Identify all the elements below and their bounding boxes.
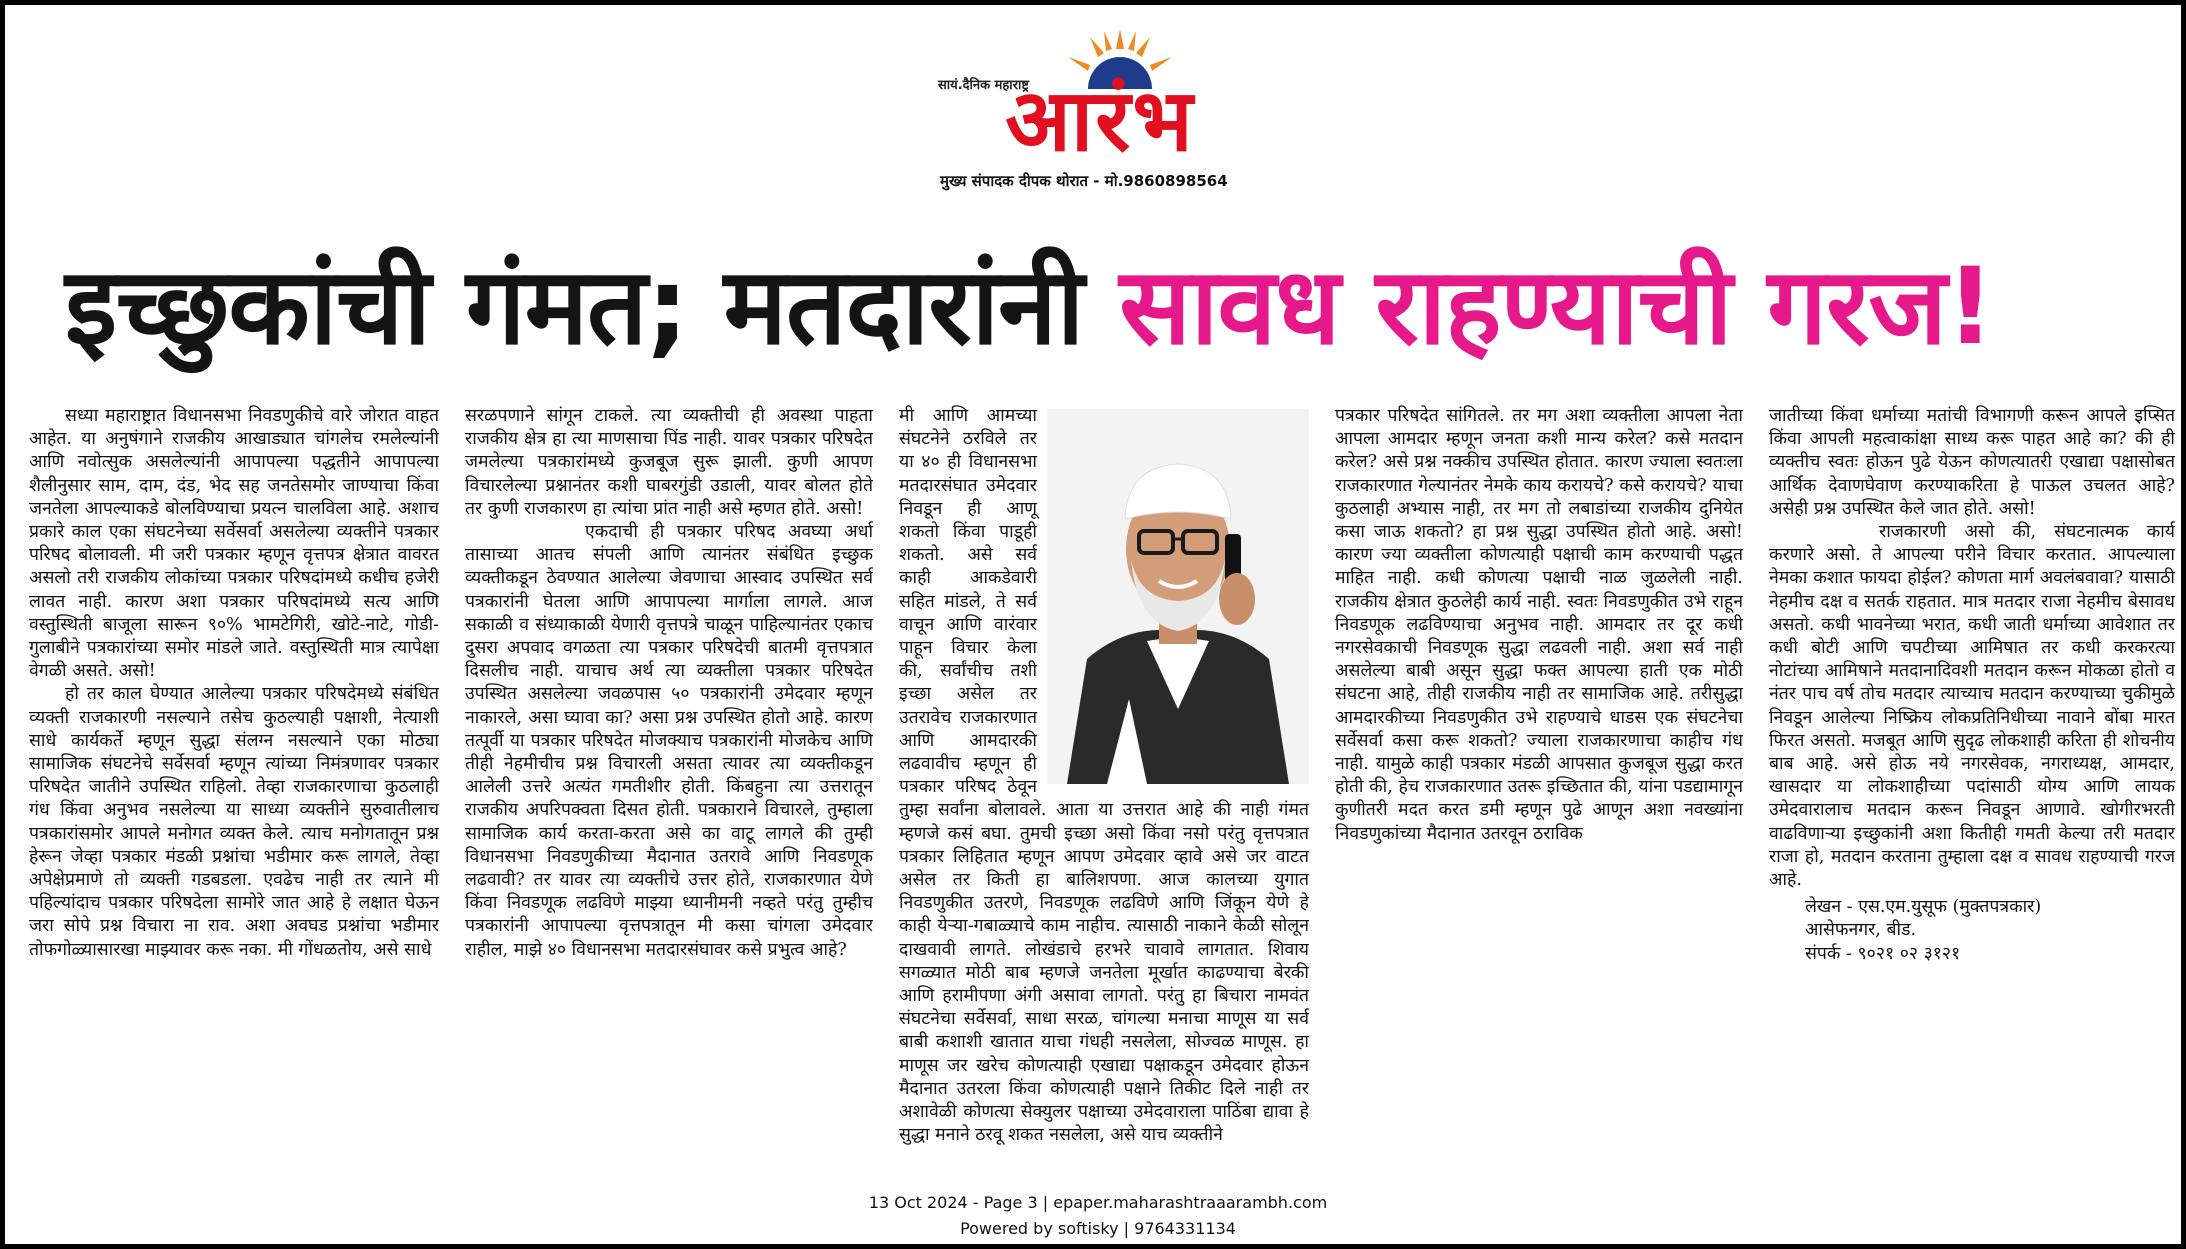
paragraph: मी आणि आमच्या संघटनेने ठरविले तर या ४० ही विधानसभा मतदारसंघात उमेदवार निवडून ही आणू शकतो किंवा पाडूही शकतो. असे सर्व काही आकडेवारी सहित मांडले, ते सर्व वाचून आणि वारंवार पाहून विचार केला की, सर्वांचीच तशी इच्छा असेल तर उतरावेच राजकारणात आणि आमदारकी लढवावीच म्हणून ही पत्रकार परिषद ठेवून तुम्हा सर्वांना बोलावले. आता या उत्तरात आहे की नाही गंमत म्हणजे कसं बघा. तुमची इच्छा असो किंवा नसो परंतु वृत्तपत्रात पत्रकार लिहितात म्हणून आपण उमेदवार व्हावे असे जर वाटत असेल तर किती हा बालिशपणा. आज कालच्या युगात निवडणुकीत उतरणे, निवडणूक लढविणे आणि जिंकून येणे हे काही येऱ्या-गबाळ्याचे काम नाहीच. त्यासाठी नाकाने केळी सोलून दाखवावी लागते. लोखंडाचे हरभरे चावावे लागतात. शिवाय सगळ्यात मोठी बाब म्हणजे जनतेला मूर्खात काढण्याचा बेरकी आणि हरामीपणा अंगी असावा लागतो. परंतु हा बिचारा नामवंत संघटनेचा सर्वेसर्वा, साधा सरळ, चांगल्या मनाचा माणूस या सर्व बाबी कशाशी खातात याचा गंधही नसलेला, सोज्वळ माणूस. हा माणूस जर खरेच कोणत्याही एखाद्या पक्षाकडून उमेदवार होऊन मैदानात उतरला किंवा कोणत्याही पक्षाने तिकीट दिले नाही तर अशावेळी कोणत्या सेक्युलर पक्षाच्या उमेदवाराला पाठिंबा द्यावा हे सुद्धा मनाने ठरवू शकत नसलेला, असे याच व्यक्तीने <box>899 406 1309 1146</box>
byline-author: लेखन - एस.एम.युसूफ (मुक्तपत्रकार) <box>1805 897 2042 918</box>
tagline: सायं.दैनिक महाराष्ट्र <box>938 78 1029 93</box>
paragraph: सध्या महाराष्ट्रात विधानसभा निवडणुकीचे वारे जोरात वाहत आहेत. या अनुषंगाने राजकीय आखाड्यात चांगलेच रमलेल्यांनी आणि नवोत्सुक असलेल्यांनी आपापल्या पद्धतीने आपापल्या शैलीनुसार साम, दाम, दंड, भेद सह जनतेसमोर जाण्याचा किंवा जनतेला आपल्याकडे बोलविण्याचा प्रयत्न चालविला आहे. अशाच प्रकारे काल एका संघटनेच्या सर्वेसर्वा असलेल्या व्यक्तीने पत्रकार परिषद बोलावली. मी जरी पत्रकार म्हणून वृत्तपत्र क्षेत्रात वावरत असलो तरी राजकीय लोकांच्या पत्रकार परिषदांमध्ये कधीच हजेरी लावत नाही. कारण अशा पत्रकार परिषदांमध्ये सत्य आणि वस्तुस्थिती बाजूला सारून ९०% भामटेगिरी, खोटे-नाटे, गोडी-गुलाबीने पत्रकारांच्या समोर मांडले जाते. वस्तुस्थिती मात्र त्यापेक्षा वेगळी असते. असो! <box>29 406 439 682</box>
headline <box>65 237 2145 377</box>
paragraph: हो तर काल घेण्यात आलेल्या पत्रकार परिषदेमध्ये संबंधित व्यक्ती राजकारणी नसल्याने तसेच कुठल्याही पक्षाशी, नेत्याशी साधे कार्यकर्ते म्हणून सुद्धा संलग्न नसल्याने एका मोठ्या सामाजिक संघटनेचे सर्वेसर्वा म्हणून त्यांच्या निमंत्रणावर पत्रकार परिषदेत जातीने उपस्थित राहिलो. तेव्हा राजकारणाचा कुठलाही गंध किंवा अनुभव नसलेल्या या साध्या व्यक्तीने सुरुवातीलाच पत्रकारांसमोर आपले मनोगत व्यक्त केले. त्याच मनोगतातून प्रश्न हेरून जेव्हा पत्रकार मंडळी प्रश्नांचा भडीमार करू लागले, तेव्हा अपेक्षेप्रमाणे तो व्यक्ती गडबडला. एवढेच नाही तर त्याने मी पहिल्यांदाच पत्रकार परिषदेला सामोरे जात आहे हे लक्षात घेऊन जरा सोपे प्रश्न विचारा ना राव. अशा अवघड प्रश्नांचा भडीमार तोफगोळ्यासारखा माझ्यावर करू नका. मी गोंधळतोय, असे साधे <box>29 684 439 960</box>
newspaper-logo[interactable]: आरंभ <box>1005 71 1195 171</box>
footer-powered-by: Powered by softisky | 9764331134 <box>960 1219 1236 1238</box>
author-photo <box>1047 409 1309 784</box>
masthead <box>920 19 1280 197</box>
byline-contact: संपर्क - ९०२१ ०२ ३१२१ <box>1805 943 1961 964</box>
headline-black-part: इच्छुकांची गंमत; मतदारांनी <box>65 245 1084 368</box>
article-column-5 <box>1769 405 2175 1173</box>
paragraph: जातीच्या किंवा धर्माच्या मतांची विभागणी करून आपले इप्सित किंवा आपली महत्वाकांक्षा साध्य करू पाहत आहे का? की ही व्यक्तीच स्वतः होऊन पुढे येऊन कोणत्यातरी एखाद्या पक्षासोबत आर्थिक देवाणघेवाण करण्याकरिता हे पाऊल उचलत आहे? असेही प्रश्न उपस्थित केले जात होते. असो! <box>1769 406 2175 519</box>
person-on-phone-icon <box>1047 409 1309 784</box>
paragraph: पत्रकार परिषदेत सांगितले. तर मग अशा व्यक्तीला आपला नेता आपला आमदार म्हणून जनता कशी मान्य करेल? कसे मतदान करेल? असे प्रश्न नक्कीच उपस्थित होतात. कारण ज्याला स्वतःला राजकारणात गेल्यानंतर नेमके काय करायचे? कसे करायचे? याचा कुठलाही अभ्यास नाही, तर मग तो लबाडांच्या राजकीय दुनियेत कसा जाऊ शकतो? हा प्रश्न सुद्धा उपस्थित होतो आहे. असो! कारण ज्या व्यक्तीला कोणत्याही पक्षाची काम करण्याची पद्धत माहित नाही. कधी कोणत्या पक्षाची नाळ जुळलेली नाही. राजकीय क्षेत्रात कुठलेही कार्य नाही. स्वतः निवडणुकीत उभे राहून निवडणूक लढविण्याचा अनुभव नाही. आमदार तर दूर कधी नगरसेवकाची निवडणूक सुद्धा लढवली नाही. अशा सर्व नाही असलेल्या बाबी असून सुद्धा फक्त आपल्या हाती एक मोठी संघटना आहे, तीही राजकीय नाही तर सामाजिक आहे. तरीसुद्धा आमदारकीच्या निवडणुकीत उभे राहण्याचे धाडस एक संघटनेचा सर्वेसर्वा कसा करू शकतो? ज्याला राजकारणाचा काहीच गंध नाही. यामुळे काही पत्रकार मंडळी आपसात कुजबूज सुद्धा करत होती की, हेच राजकारणात उतरू इच्छितात की, यांना पडद्यामागून कुणीतरी मदत करत डमी म्हणून पुढे आणून अशा नवख्यांना निवडणुकांच्या मैदानात उतरवून ठराविक <box>1335 406 1743 844</box>
article-column-3 <box>899 405 1309 1173</box>
headline-pink-part: सावध राहण्याची गरज! <box>1119 245 1994 368</box>
article-column-1 <box>29 405 439 1173</box>
byline-place: आसेफनगर, बीड. <box>1805 920 1917 941</box>
article-column-4 <box>1335 405 1743 1173</box>
footer <box>5 1190 2186 1242</box>
editor-line: मुख्य संपादक दीपक थोरात - मो.9860898564 <box>940 172 1228 190</box>
footer-date-page[interactable]: 13 Oct 2024 - Page 3 | epaper.maharashtraaarambh.com <box>868 1193 1328 1212</box>
paragraph: सरळपणाने सांगून टाकले. त्या व्यक्तीची ही अवस्था पाहता राजकीय क्षेत्र हा त्या माणसाचा पिंड नाही. यावर पत्रकार परिषदेत जमलेल्या पत्रकारांमध्ये कुजबूज सुरू झाली. कुणी आपण विचारलेल्या प्रश्नानंतर कशी घाबरगुंडी उडाली, यावर बोलत होते तर कुणी राजकारण हा त्यांचा प्रांत नाही असे म्हणत होते. असो! <box>465 406 873 519</box>
paragraph: राजकारणी असो की, संघटनात्मक कार्य करणारे असो. ते आपल्या परीने विचार करतात. आपल्याला नेमका कशात फायदा होईल? कोणता मार्ग अवलंबवावा? यासाठी नेहमीच दक्ष व सतर्क राहतात. मात्र मतदार राजा नेहमीच बेसावध असतो. कधी भावनेच्या भरात, कधी जाती धर्माच्या आवेशात तर कधी बोटी आणि चपटीच्या आमिषात तर कधी करकरत्या नोटांच्या आमिषाने मतदानादिवशी मतदान करून मोकळा होतो व नंतर पाच वर्ष तोच मतदार त्याच्याच मतदान करण्याच्या चुकीमुळे निवडून आलेल्या निष्क्रिय लोकप्रतिनिधीच्या नावाने बोंबा मारत फिरत असतो. मजबूत आणि सुदृढ लोकशाही करिता ही शोचनीय बाब आहे. असे होऊ नये नगरसेवक, नगराध्यक्ष, आमदार, खासदार या लोकशाहीच्या पदांसाठी योग्य आणि लायक उमेदवारालाच मतदान करून निवडून आणावे. खोगीरभरती वाढविणाऱ्या इच्छुकांनी अशा कितीही गमती केल्या तरी मतदार राजा हो, मतदान करताना तुम्हाला दक्ष व सावध राहण्याची गरज आहे. <box>1769 522 2175 891</box>
article-column-2 <box>465 405 873 1173</box>
paragraph: एकदाची ही पत्रकार परिषद अवघ्या अर्धा तासाच्या आतच संपली आणि त्यानंतर संबंधित इच्छुक व्यक्तीकडून ठेवण्यात आलेल्या जेवणाचा आस्वाद उपस्थित सर्व पत्रकारांनी घेतला आणि आपापल्या मार्गाला लागले. आज सकाळी व संध्याकाळी येणारी वृत्तपत्रे चाळून पाहिल्यानंतर एकाच दुसरा अपवाद वगळता त्या पत्रकार परिषदेची बातमी वृत्तपत्रात दिसलीच नाही. याचाच अर्थ त्या व्यक्तीला पत्रकार परिषदेत उपस्थित असलेल्या जवळपास ५० पत्रकारांनी उमेदवार म्हणून नाकारले, असा घ्यावा का? असा प्रश्न उपस्थित होतो आहे. कारण तत्पूर्वी या पत्रकार परिषदेत मोजक्याच पत्रकारांनी मोजकेच आणि तीही नेहमीचीच प्रश्न विचारली असता त्यावर त्या व्यक्तीकडून आलेली उत्तरे अत्यंत गमतीशीर होती. किंबहुना त्या उत्तरातून राजकीय अपरिपक्वता दिसत होती. पत्रकाराने विचारले, तुम्हाला सामाजिक कार्य करता-करता असे का वाटू लागले की तुम्ही विधानसभा निवडणुकीच्या मैदानात उतरावे आणि निवडणूक लढवावी? तर यावर त्या व्यक्तीचे उत्तर होते, राजकारणात येणे किंवा निवडणूक लढविणे माझ्या ध्यानीमनी नव्हते परंतु तुम्हीच पत्रकारांनी आपापल्या वृत्तपत्रातून मी कसा चांगला उमेदवार राहील, माझे ४० विधानसभा मतदारसंघावर कसे प्रभुत्व आहे? <box>465 522 873 960</box>
